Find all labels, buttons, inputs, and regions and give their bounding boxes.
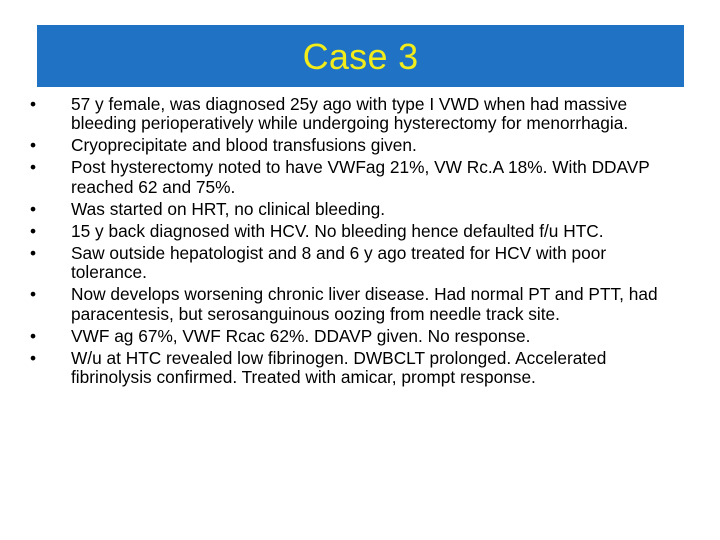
bullet-item [30,222,685,241]
bullet-item [30,200,685,219]
bullet-marker: • [30,284,37,305]
bullet-item [30,349,685,388]
bullet-item [30,95,685,134]
bullet-marker: • [30,325,37,346]
bullet-text: W/u at HTC revealed low fibrinogen. DWBCLT prolonged. Accelerated fibrinolysis confirmed. Treated with amicar, prompt response. [71,347,607,388]
bullet-marker: • [30,347,37,368]
bullet-text: Saw outside hepatologist and 8 and 6 y ago treated for HCV with poor tolerance. [71,242,607,283]
bullet-text: 57 y female, was diagnosed 25y ago with type I VWD when had massive bleeding perioperatively while undergoing hysterectomy for menorrhagia. [71,94,629,134]
bullet-marker: • [30,242,37,263]
bullet-marker: • [30,135,37,156]
bullet-item [30,158,685,197]
bullet-item [30,285,685,324]
bullet-text: VWF ag 67%, VWF Rcac 62%. DDAVP given. No response. [71,325,531,346]
bullet-marker: • [30,220,37,241]
bullet-text: Was started on HRT, no clinical bleeding. [71,198,386,219]
slide-title: Case 3 [302,36,419,77]
bullet-marker: • [30,198,37,219]
bullet-marker: • [30,157,37,178]
title-bar [37,25,684,87]
bullet-item [30,244,685,283]
bullet-item [30,136,685,155]
bullet-item [30,327,685,346]
bullet-list [30,95,685,390]
bullet-text: 15 y back diagnosed with HCV. No bleeding hence defaulted f/u HTC. [71,220,604,241]
bullet-text: Now develops worsening chronic liver disease. Had normal PT and PTT, had paracentesis, but serosanguinous oozing from needle track site. [71,284,658,324]
bullet-text: Post hysterectomy noted to have VWFag 21%, VW Rc.A 18%. With DDAVP reached 62 and 75%. [71,157,650,197]
bullet-text: Cryoprecipitate and blood transfusions given. [71,135,417,156]
bullet-marker: • [30,94,37,114]
